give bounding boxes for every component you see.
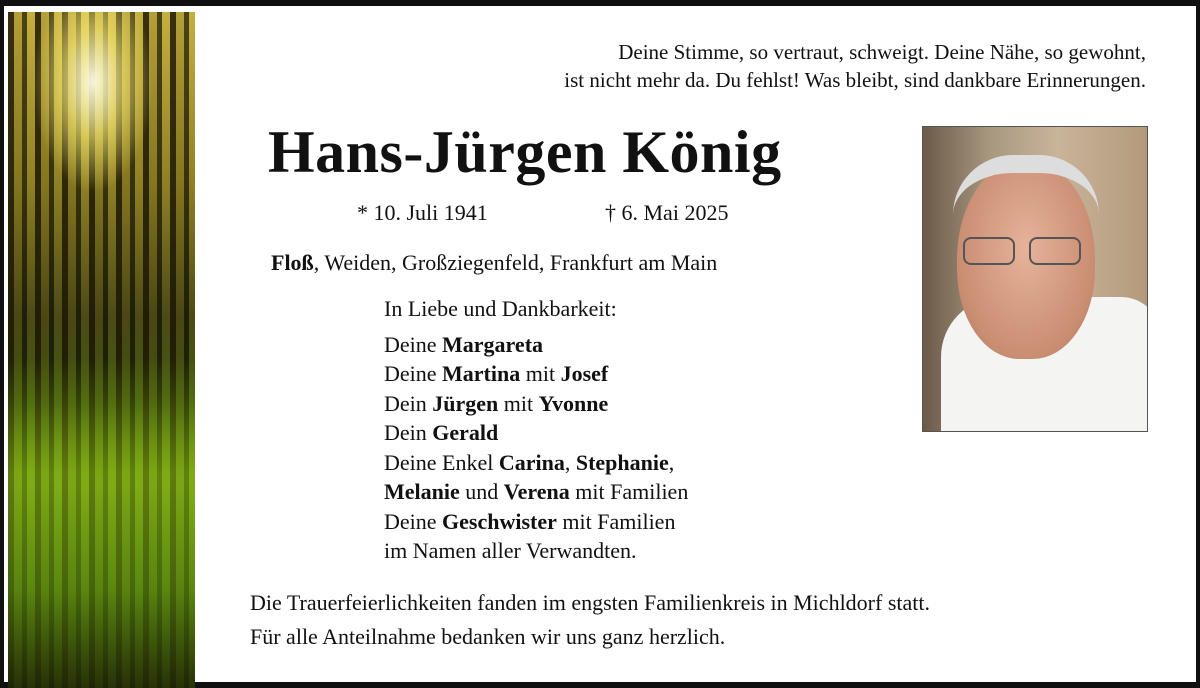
family-line: Dein Gerald [384,420,499,445]
quote-line: Deine Stimme, so vertraut, schweigt. Deine Nähe, so gewohnt, [618,40,1146,64]
deceased-name: Hans-Jürgen König [268,119,782,185]
family-list [384,294,688,566]
closing-text [250,586,930,654]
closing-line: Die Trauerfeierlichkeiten fanden im engsten Familienkreis in Michldorf statt. [250,590,930,615]
portrait-photo [922,126,1148,432]
places-rest: , Weiden, Großziegenfeld, Frankfurt am Main [313,250,718,275]
family-line: Deine Enkel Carina, Stephanie, [384,449,675,475]
death-date: † 6. Mai 2025 [605,200,729,225]
family-line: Dein Jürgen mit Yvonne [384,390,609,416]
place-bold: Floß [271,250,314,275]
places [271,250,717,276]
memorial-quote [564,38,1146,94]
family-line: Deine Margareta [384,331,544,357]
forest-sunlight-image [8,12,195,688]
family-intro: In Liebe und Dankbarkeit: [384,296,617,321]
quote-line: ist nicht mehr da. Du fehlst! Was bleibt, sind dankbare Erinnerungen. [564,68,1146,92]
family-line: Melanie und Verena mit Familien [384,479,689,504]
family-line: im Namen aller Verwandten. [384,538,637,563]
family-line: Deine Geschwister mit Familien [384,508,676,534]
closing-line: Für alle Anteilnahme bedanken wir uns ganz herzlich. [250,624,726,649]
family-line: Deine Martina mit Josef [384,361,609,386]
birth-date: * 10. Juli 1941 [357,200,488,225]
